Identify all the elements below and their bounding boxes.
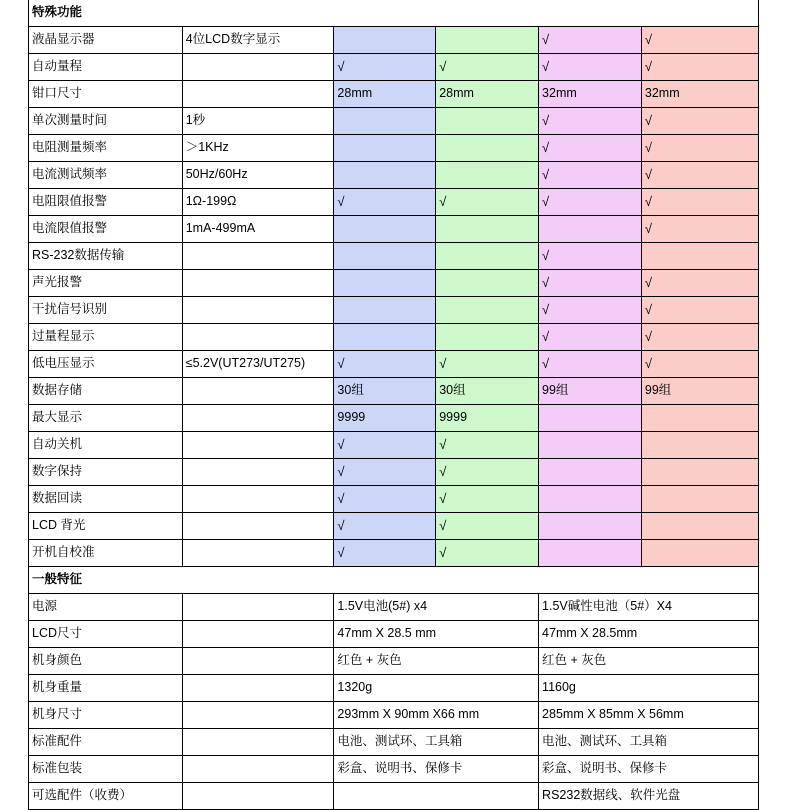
- cell-model-4: √: [641, 216, 758, 243]
- cell-model-2: [436, 135, 539, 162]
- cell-model-3: [539, 432, 642, 459]
- cell-model-4: [641, 243, 758, 270]
- row-label: LCD尺寸: [29, 621, 183, 648]
- cell-model-4: [641, 540, 758, 567]
- cell-model-4: √: [641, 351, 758, 378]
- row-label: RS-232数据传输: [29, 243, 183, 270]
- row-spec: [182, 729, 334, 756]
- cell-group-left: 1320g: [334, 675, 539, 702]
- cell-group-right: 彩盒、说明书、保修卡: [539, 756, 759, 783]
- cell-model-1: √: [334, 54, 436, 81]
- cell-model-3: √: [539, 189, 642, 216]
- row-label: 机身尺寸: [29, 702, 183, 729]
- cell-model-1: [334, 27, 436, 54]
- row-label: 过量程显示: [29, 324, 183, 351]
- row-spec: [182, 783, 334, 810]
- row-spec: [182, 243, 334, 270]
- row-spec: [182, 378, 334, 405]
- cell-model-1: [334, 216, 436, 243]
- cell-model-3: 99组: [539, 378, 642, 405]
- cell-group-left: [334, 783, 539, 810]
- table-row: [29, 54, 759, 81]
- table-row: [29, 243, 759, 270]
- cell-group-left: 1.5V电池(5#) x4: [334, 594, 539, 621]
- cell-model-3: [539, 459, 642, 486]
- row-spec: [182, 594, 334, 621]
- table-row: [29, 135, 759, 162]
- table-row: [29, 270, 759, 297]
- cell-model-3: √: [539, 297, 642, 324]
- row-label: 低电压显示: [29, 351, 183, 378]
- row-label: 干扰信号识别: [29, 297, 183, 324]
- cell-model-3: [539, 486, 642, 513]
- section-title-general-features: 一般特征: [29, 567, 759, 594]
- cell-group-right: 285mm X 85mm X 56mm: [539, 702, 759, 729]
- cell-group-right: 电池、测试环、工具箱: [539, 729, 759, 756]
- section-header-row-general: [29, 567, 759, 594]
- table-row: [29, 648, 759, 675]
- row-spec: 1mA-499mA: [182, 216, 334, 243]
- cell-model-3: [539, 540, 642, 567]
- row-label: 数据回读: [29, 486, 183, 513]
- row-label: 电流限值报警: [29, 216, 183, 243]
- table-row: [29, 459, 759, 486]
- table-body: [29, 0, 759, 810]
- cell-model-2: √: [436, 486, 539, 513]
- table-row: [29, 540, 759, 567]
- cell-group-left: 47mm X 28.5 mm: [334, 621, 539, 648]
- row-spec: ＞1KHz: [182, 135, 334, 162]
- cell-model-1: [334, 324, 436, 351]
- cell-model-4: 32mm: [641, 81, 758, 108]
- cell-model-4: √: [641, 297, 758, 324]
- table-row: [29, 621, 759, 648]
- cell-group-right: RS232数据线、软件光盘: [539, 783, 759, 810]
- section-header-row-special: [29, 0, 759, 27]
- cell-model-2: [436, 243, 539, 270]
- cell-model-2: √: [436, 432, 539, 459]
- cell-model-1: √: [334, 459, 436, 486]
- row-spec: [182, 270, 334, 297]
- row-spec: [182, 675, 334, 702]
- cell-model-4: [641, 486, 758, 513]
- table-row: [29, 513, 759, 540]
- cell-group-right: 47mm X 28.5mm: [539, 621, 759, 648]
- cell-model-4: 99组: [641, 378, 758, 405]
- row-spec: [182, 513, 334, 540]
- row-label: 电流测试频率: [29, 162, 183, 189]
- row-label: 单次测量时间: [29, 108, 183, 135]
- row-spec: [182, 756, 334, 783]
- cell-model-1: 9999: [334, 405, 436, 432]
- table-row: [29, 702, 759, 729]
- cell-model-1: [334, 297, 436, 324]
- table-row: [29, 108, 759, 135]
- cell-model-2: √: [436, 54, 539, 81]
- row-spec: [182, 405, 334, 432]
- cell-model-4: [641, 432, 758, 459]
- cell-model-2: √: [436, 189, 539, 216]
- cell-model-2: [436, 216, 539, 243]
- cell-model-3: [539, 405, 642, 432]
- cell-model-2: 28mm: [436, 81, 539, 108]
- row-label: 最大显示: [29, 405, 183, 432]
- cell-model-3: √: [539, 351, 642, 378]
- cell-model-1: √: [334, 513, 436, 540]
- cell-model-3: √: [539, 27, 642, 54]
- row-label: 数据存储: [29, 378, 183, 405]
- cell-model-2: √: [436, 351, 539, 378]
- cell-model-4: √: [641, 270, 758, 297]
- cell-model-2: [436, 270, 539, 297]
- cell-model-4: √: [641, 54, 758, 81]
- cell-model-4: √: [641, 162, 758, 189]
- table-row: [29, 81, 759, 108]
- row-spec: [182, 324, 334, 351]
- table-row: [29, 162, 759, 189]
- table-row: [29, 378, 759, 405]
- row-label: LCD 背光: [29, 513, 183, 540]
- row-spec: [182, 81, 334, 108]
- row-label: 电源: [29, 594, 183, 621]
- cell-model-3: √: [539, 135, 642, 162]
- table-row: [29, 675, 759, 702]
- table-row: [29, 756, 759, 783]
- cell-model-3: 32mm: [539, 81, 642, 108]
- cell-model-1: √: [334, 540, 436, 567]
- cell-model-3: [539, 513, 642, 540]
- cell-model-2: √: [436, 459, 539, 486]
- row-label: 钳口尺寸: [29, 81, 183, 108]
- cell-model-1: 28mm: [334, 81, 436, 108]
- row-spec: [182, 432, 334, 459]
- row-spec: [182, 648, 334, 675]
- cell-model-1: √: [334, 351, 436, 378]
- cell-model-2: [436, 27, 539, 54]
- table-row: [29, 783, 759, 810]
- cell-model-2: √: [436, 513, 539, 540]
- table-row: [29, 189, 759, 216]
- cell-group-left: 红色 + 灰色: [334, 648, 539, 675]
- specification-table: [28, 0, 759, 810]
- row-label: 可选配件（收费）: [29, 783, 183, 810]
- cell-model-3: √: [539, 54, 642, 81]
- cell-group-left: 电池、测试环、工具箱: [334, 729, 539, 756]
- cell-model-3: √: [539, 162, 642, 189]
- cell-model-2: [436, 162, 539, 189]
- table-row: [29, 297, 759, 324]
- row-label: 标准配件: [29, 729, 183, 756]
- cell-model-4: √: [641, 27, 758, 54]
- row-label: 液晶显示器: [29, 27, 183, 54]
- row-label: 开机自校准: [29, 540, 183, 567]
- cell-model-2: [436, 108, 539, 135]
- cell-model-1: [334, 270, 436, 297]
- row-spec: [182, 702, 334, 729]
- table-row: [29, 594, 759, 621]
- cell-group-left: 293mm X 90mm X66 mm: [334, 702, 539, 729]
- cell-group-right: 红色 + 灰色: [539, 648, 759, 675]
- cell-model-4: √: [641, 135, 758, 162]
- cell-model-4: [641, 405, 758, 432]
- cell-model-1: [334, 162, 436, 189]
- row-spec: [182, 486, 334, 513]
- row-label: 自动关机: [29, 432, 183, 459]
- cell-model-2: [436, 324, 539, 351]
- row-spec: 1Ω-199Ω: [182, 189, 334, 216]
- cell-model-1: [334, 243, 436, 270]
- cell-model-3: [539, 216, 642, 243]
- cell-model-2: [436, 297, 539, 324]
- row-spec: [182, 621, 334, 648]
- row-label: 自动量程: [29, 54, 183, 81]
- row-spec: [182, 297, 334, 324]
- table-row: [29, 27, 759, 54]
- table-row: [29, 324, 759, 351]
- cell-model-1: √: [334, 189, 436, 216]
- cell-model-1: √: [334, 432, 436, 459]
- cell-model-1: 30组: [334, 378, 436, 405]
- cell-group-right: 1160g: [539, 675, 759, 702]
- cell-model-3: √: [539, 324, 642, 351]
- cell-model-4: √: [641, 108, 758, 135]
- row-label: 数字保持: [29, 459, 183, 486]
- table-row: [29, 486, 759, 513]
- row-spec: 50Hz/60Hz: [182, 162, 334, 189]
- table-row: [29, 351, 759, 378]
- section-title-special-features: 特殊功能: [29, 0, 759, 27]
- cell-model-1: [334, 135, 436, 162]
- row-label: 电阻限值报警: [29, 189, 183, 216]
- table-row: [29, 729, 759, 756]
- cell-model-2: √: [436, 540, 539, 567]
- cell-model-3: √: [539, 108, 642, 135]
- table-row: [29, 216, 759, 243]
- cell-model-4: [641, 459, 758, 486]
- cell-model-4: √: [641, 189, 758, 216]
- row-label: 机身重量: [29, 675, 183, 702]
- row-label: 机身颜色: [29, 648, 183, 675]
- table-row: [29, 405, 759, 432]
- cell-model-1: [334, 108, 436, 135]
- row-spec: 1秒: [182, 108, 334, 135]
- row-spec: [182, 459, 334, 486]
- row-label: 电阻测量频率: [29, 135, 183, 162]
- row-spec: ≤5.2V(UT273/UT275): [182, 351, 334, 378]
- cell-group-right: 1.5V碱性电池（5#）X4: [539, 594, 759, 621]
- row-label: 声光报警: [29, 270, 183, 297]
- cell-model-4: [641, 513, 758, 540]
- row-label: 标准包装: [29, 756, 183, 783]
- cell-model-4: √: [641, 324, 758, 351]
- cell-model-2: 30组: [436, 378, 539, 405]
- cell-group-left: 彩盒、说明书、保修卡: [334, 756, 539, 783]
- row-spec: [182, 540, 334, 567]
- cell-model-2: 9999: [436, 405, 539, 432]
- row-spec: [182, 54, 334, 81]
- row-spec: 4位LCD数字显示: [182, 27, 334, 54]
- cell-model-3: √: [539, 243, 642, 270]
- cell-model-3: √: [539, 270, 642, 297]
- table-row: [29, 432, 759, 459]
- cell-model-1: √: [334, 486, 436, 513]
